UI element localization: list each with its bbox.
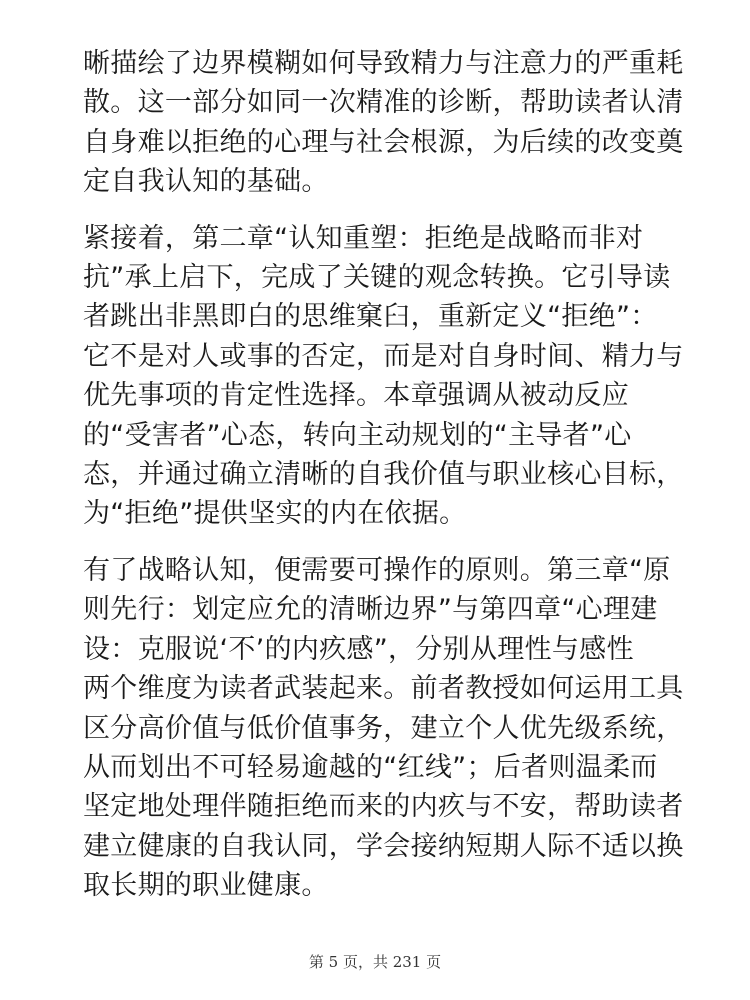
text-line: 则先行：划定应允的清晰边界”与第四章“心理建 <box>83 594 658 626</box>
text-line: 两个维度为读者武装起来。前者教授如何运用工具 <box>83 673 684 705</box>
paragraph-3 <box>83 551 684 906</box>
text-line: 有了战略认知，便需要可操作的原则。第三章“原 <box>83 554 671 586</box>
text-line: 它不是对人或事的否定，而是对自身时间、精力与 <box>83 340 684 372</box>
text-line: 散。这一部分如同一次精准的诊断，帮助读者认清 <box>83 87 684 119</box>
text-line: 紧接着，第二章“认知重塑：拒绝是战略而非对 <box>83 222 644 254</box>
paragraph-1 <box>83 44 684 202</box>
text-line: 从而划出不可轻易逾越的“红线”；后者则温柔而 <box>83 751 658 783</box>
text-line: 坚定地处理伴随拒绝而来的内疚与不安，帮助读者 <box>83 791 684 823</box>
text-line: 区分高价值与低价值事务，建立个人优先级系统， <box>83 712 684 744</box>
text-line: 抗”承上启下，完成了关键的观念转换。它引导读 <box>83 262 671 294</box>
text-line: 的“受害者”心态，转向主动规划的“主导者”心 <box>83 419 632 451</box>
text-line: 优先事项的肯定性选择。本章强调从被动反应 <box>83 380 629 412</box>
paragraph-2 <box>83 219 684 534</box>
body-text <box>83 44 684 906</box>
text-line: 晰描绘了边界模糊如何导致精力与注意力的严重耗 <box>83 48 684 79</box>
text-line: 者跳出非黑即白的思维窠臼，重新定义“拒绝”： <box>83 301 658 333</box>
page-indicator: 第 5 页，共 231 页 <box>308 953 442 971</box>
text-line: 自身难以拒绝的心理与社会根源，为后续的改变奠 <box>83 126 684 158</box>
text-line: 为“拒绝”提供坚实的内在依据。 <box>83 498 467 530</box>
text-line: 设：克服说‘不’的内疚感”，分别从理性与感性 <box>83 633 634 665</box>
text-line: 取长期的职业健康。 <box>83 870 329 902</box>
text-line: 定自我认知的基础。 <box>83 166 329 198</box>
text-line: 建立健康的自我认同，学会接纳短期人际不适以换 <box>83 830 684 862</box>
text-line: 态，并通过确立清晰的自我价值与职业核心目标， <box>83 459 684 491</box>
